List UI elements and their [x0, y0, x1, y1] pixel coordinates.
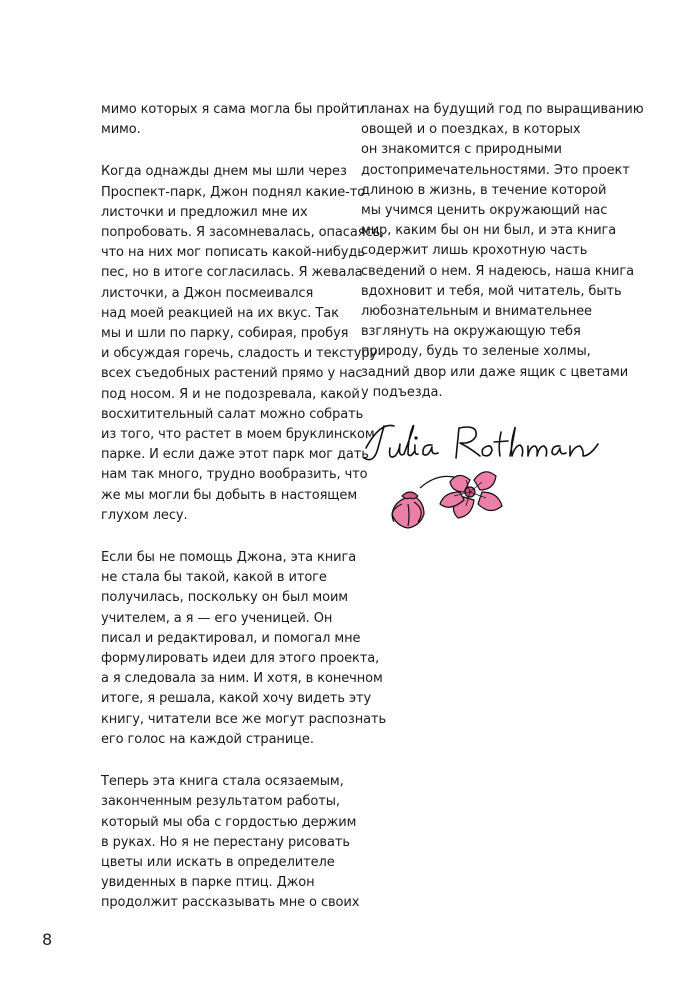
text-line: листочки, а Джон посмеивался: [101, 285, 314, 301]
text-line: сведений о нем. Я надеюсь, наша книга: [361, 263, 634, 279]
page-number: 8: [42, 930, 53, 949]
text-line: законченным результатом работы,: [101, 794, 340, 810]
text-line: Теперь эта книга стала осязаемым,: [101, 774, 344, 790]
text-line: нам так много, трудно вообразить, что: [101, 467, 368, 483]
text-line: Когда однажды днем мы шли через: [101, 164, 347, 180]
text-line: взглянуть на окружающую тебя: [361, 324, 581, 340]
text-line: он знакомится с природными: [361, 142, 562, 158]
text-line: вдохновит и тебя, мой читатель, быть: [361, 283, 622, 299]
text-line: над моей реакцией на их вкус. Так: [101, 305, 339, 321]
text-line: листочки и предложил мне их: [101, 204, 308, 220]
text-line: пес, но в итоге согласилась. Я жевала: [101, 265, 363, 281]
text-line: формулировать идеи для этого проекта,: [101, 651, 380, 667]
text-line: учителем, а я — его ученицей. Он: [101, 610, 333, 626]
paragraph: [101, 548, 387, 750]
text-line: Проспект-парк, Джон поднял какие-то: [101, 184, 366, 200]
text-line: и обсуждая горечь, сладость и текстуру: [101, 346, 378, 362]
text-line: попробовать. Я засомневалась, опасаясь,: [101, 225, 385, 241]
cherry-blossom-icon: [392, 472, 502, 528]
handwritten-signature: [364, 425, 598, 459]
text-line: цветы или искать в определителе: [101, 854, 335, 870]
text-line: восхитительный салат можно собрать: [101, 406, 364, 422]
text-line: мы учимся ценить окружающий нас: [361, 203, 608, 219]
text-line: под носом. Я и не подозревала, какой: [101, 386, 360, 402]
paragraph: [101, 100, 365, 140]
text-line: у подъезда.: [361, 384, 443, 400]
text-line: же мы могли бы добыть в настоящем: [101, 487, 358, 503]
text-line: что на них мог пописать какой-нибудь: [101, 245, 365, 261]
text-line: увиденных в парке птиц. Джон: [101, 875, 315, 891]
text-line: Если бы не помощь Джона, эта книга: [101, 550, 357, 566]
text-line: из того, что растет в моем бруклинском: [101, 427, 375, 443]
right-column: [361, 100, 644, 425]
left-column: [101, 100, 387, 936]
text-line: планах на будущий год по выращиванию: [361, 102, 644, 117]
paragraph: [361, 100, 644, 403]
text-line: природу, будь то зеленые холмы,: [361, 344, 591, 360]
text-line: длиною в жизнь, в течение которой: [361, 182, 607, 198]
signature-illustration: [358, 418, 628, 548]
text-line: который мы оба с гордостью держим: [101, 814, 357, 830]
text-line: а я следовала за ним. И хотя, в конечном: [101, 671, 383, 687]
text-line: книгу, читатели все же могут распознать: [101, 711, 387, 727]
text-line: итоге, я решала, какой хочу видеть эту: [101, 691, 372, 707]
text-line: мимо.: [101, 122, 141, 138]
text-line: глухом лесу.: [101, 507, 188, 523]
text-line: всех съедобных растений прямо у нас: [101, 366, 363, 382]
text-line: парке. И если даже этот парк мог дать: [101, 447, 369, 463]
paragraph: [101, 772, 360, 913]
text-line: содержит лишь крохотную часть: [361, 243, 588, 259]
text-line: не стала бы такой, какой в итоге: [101, 570, 327, 586]
text-line: продолжит рассказывать мне о своих: [101, 895, 360, 911]
text-line: мы и шли по парку, собирая, пробуя: [101, 326, 349, 342]
text-line: в руках. Но я не перестану рисовать: [101, 834, 350, 850]
text-line: мимо которых я сама могла бы пройти: [101, 102, 365, 117]
text-line: писал и редактировал, и помогал мне: [101, 630, 361, 646]
text-line: овощей и о поездках, в которых: [361, 122, 581, 138]
text-line: его голос на каждой странице.: [101, 731, 314, 747]
paragraph: [101, 162, 385, 526]
text-line: достопримечательностями. Это проект: [361, 162, 630, 178]
text-line: задний двор или даже ящик с цветами: [361, 364, 629, 380]
text-line: мир, каким бы он ни был, и эта книга: [361, 223, 617, 239]
text-line: любознательным и внимательнее: [361, 304, 592, 320]
text-line: получилась, поскольку он был моим: [101, 590, 349, 606]
